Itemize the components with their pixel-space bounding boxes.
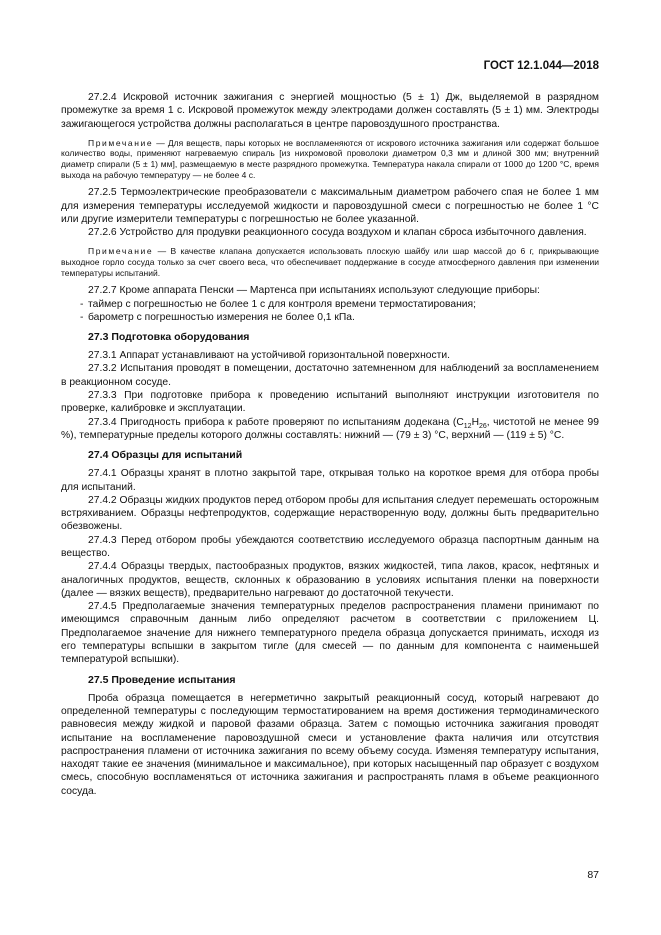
clause-27-3-3: 27.3.3 При подготовке прибора к проведению испытаний выполняют инструкции изготовителя по проверке, калибровке и эксплуатации. (61, 390, 599, 415)
clause-27-4-5: 27.4.5 Предполагаемые значения температурных пределов распространения пламени принимают по имеющимся справочным данным либо определяют расчетом в соответствии с приложением Ц. Предполагаемое значение для нижнего температурного предела образца допускается принимать, исходя из его температуры вспышки в закрытом тигле (для смесей — по данным для компонента с наименьшей температурой вспышки). (61, 601, 599, 666)
section-heading-27-3: 27.3 Подготовка оборудования (88, 331, 250, 344)
clause-27-3-1: 27.3.1 Аппарат устанавливают на устойчивой горизонтальной поверхности. (88, 350, 450, 362)
section-heading-27-4: 27.4 Образцы для испытаний (88, 449, 243, 462)
clause-27-2-6: 27.2.6 Устройство для продувки реакционного сосуда воздухом и клапан сброса избыточного давления. (88, 227, 587, 239)
note-text: — В качестве клапана допускается использовать плоскую шайбу или шар массой до 6 г, прикрывающие выходное горло сосуда только за счет своего веса, что обеспечивает поддержание в сосуде атмосферного давления при изменении температуры испытаний. (61, 246, 599, 278)
standard-header: ГОСТ 12.1.044—2018 (483, 60, 599, 72)
clause-27-4-2: 27.4.2 Образцы жидких продуктов перед отбором пробы для испытания следует перемешать осторожным встряхиванием. Образцы нефтепродуктов, содержащие нерастворенную воду, должны быть предварительно обезвожены. (61, 494, 599, 533)
list-item: - барометр с погрешностью измерения не более 0,1 кПа. (80, 311, 355, 323)
clause-27-2-4: 27.2.4 Искровой источник зажигания с энергией мощностью (5 ± 1) Дж, выделяемой в разрядном промежутке за время 1 с. Искровой промежуток между электродами должен составлять (5 ± 1) мм. Электроды зажигающегося устройства должны располагаться в центре паровоздушного пространства. (61, 92, 599, 130)
clause-27-3-4: 27.3.4 Пригодность прибора к работе проверяют по испытаниям додекана ($C_{12}H_{26}$, чистотой не менее 99 %), температурные пределы которого должны составлять: нижний — (79 ± 3) °С, верхний — (119 ± 5) °С. (61, 416, 599, 441)
page-content (61, 91, 599, 798)
list-item: - таймер с погрешностью не более 1 с для контроля времени термостатирования; (80, 298, 476, 310)
page-number: 87 (587, 869, 599, 881)
note-valve (61, 246, 599, 278)
clause-27-4-4: 27.4.4 Образцы твердых, пастообразных продуктов, вязких жидкостей, типа лаков, красок, нефтяных и аналогичных продуктов, веществ, склонных к образованию в условиях испытания пленки на поверхности (далее — вязких веществ), предварительно нагревают до достаточной текучести. (61, 561, 599, 599)
clause-27-2-7: 27.2.7 Кроме аппарата Пенски — Мартенса при испытаниях используют следующие приборы: (88, 285, 540, 297)
note-text: — Для веществ, пары которых не воспламеняются от искрового источника зажигания или содержат большое количество воды, применяют нагреваемую спираль [из нихромовой проволоки диаметром 0,3 мм и длиной 300 мм; внутренний диаметр спирали (5 ± 1) мм], размещаемую в месте разрядного промежутка. Температура накала спирали от 1000 до 1200 °С, время выхода на рабочую температуру — не более 4 с. (61, 137, 599, 180)
note-label: Примечание (88, 246, 154, 257)
note-spiral (61, 138, 599, 180)
clause-27-4-1: 27.4.1 Образцы хранят в плотно закрытой таре, открывая только на короткое время для отбора пробы для испытаний. (61, 468, 599, 493)
note-label: Примечание (88, 137, 154, 148)
clause-27-4-3: 27.4.3 Перед отбором пробы убеждаются соответствию исследуемого образца паспортным данным на вещество. (61, 534, 599, 559)
clause-27-2-5: 27.2.5 Термоэлектрические преобразователи с максимальным диаметром рабочего спая не более 1 мм для измерения температуры исследуемой жидкости и паровоздушной смеси с погрешностью не более 1 °С или другие измерители температуры с погрешностью не более указанной. (61, 187, 599, 225)
section-heading-27-5: 27.5 Проведение испытания (88, 673, 236, 686)
clause-27-3-2: 27.3.2 Испытания проводят в помещении, достаточно затемненном для наблюдений за воспламенением в реакционном сосуде. (61, 363, 599, 388)
clause-27-5-body: Проба образца помещается в негерметично закрытый реакционный сосуд, который нагревают до определенной температуры с последующим термостатированием на время достижения термодинамического равновесия между жидкой и паровой фазами образца. Затем с помощью источника зажигания проводят испытание на воспламенение паровоздушной смеси и установление факта наличия или отсутствия распространения пламени от источника зажигания по всему объему сосуда. Изменяя температуру испытания, находят такие ее значения (минимальное и максимальное), при которых насыщенный пар образует с воздухом смесь, способную воспламеняться от источника зажигания и распространять пламя в объеме реакционного сосуда. (61, 692, 599, 797)
